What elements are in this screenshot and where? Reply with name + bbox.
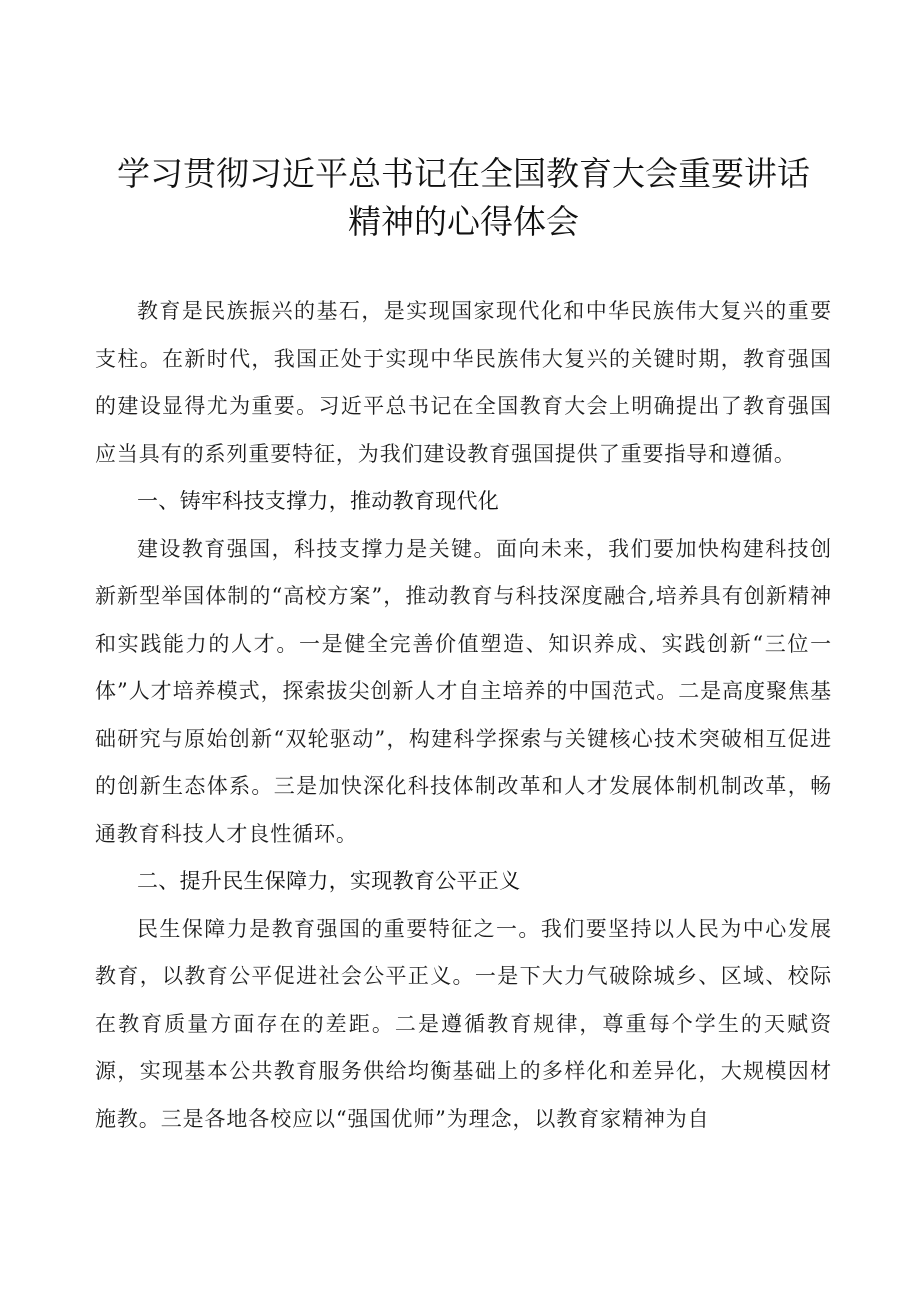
title-line-1: 学习贯彻习近平总书记在全国教育大会重要讲话: [117, 154, 810, 193]
document-title: [95, 150, 832, 246]
document-body: [95, 288, 832, 1143]
title-line-2: 精神的心得体会: [348, 202, 579, 241]
section-paragraph-2: 民生保障力是教育强国的重要特征之一。我们要坚持以人民为中心发展教育，以教育公平促进社会公平正义。一是下大力气破除城乡、区域、校际在教育质量方面存在的差距。二是遵循教育规律，尊重每个学生的天赋资源，实现基本公共教育服务供给均衡基础上的多样化和差异化，大规模因材施教。三是各地各校应以“强国优师”为理念，以教育家精神为自: [95, 916, 832, 1131]
section-heading-1: 一、铸牢科技支撑力，推动教育现代化: [137, 489, 500, 513]
section-paragraph-1: 建设教育强国，科技支撑力是关键。面向未来，我们要加快构建科技创新新型举国体制的“高校方案”，推动教育与科技深度融合,培养具有创新精神和实践能力的人才。一是健全完善价值塑造、知识养成、实践创新“三位一体”人才培养模式，探索拔尖创新人才自主培养的中国范式。二是高度聚焦基础研究与原始创新“双轮驱动”，构建科学探索与关键核心技术突破相互促进的创新生态体系。三是加快深化科技体制改革和人才发展体制机制改革，畅通教育科技人才良性循环。: [95, 536, 832, 846]
intro-paragraph: 教育是民族振兴的基石，是实现国家现代化和中华民族伟大复兴的重要支柱。在新时代，我国正处于实现中华民族伟大复兴的关键时期，教育强国的建设显得尤为重要。习近平总书记在全国教育大会上明确提出了教育强国应当具有的系列重要特征，为我们建设教育强国提供了重要指导和遵循。: [95, 299, 832, 466]
section-heading-2: 二、提升民生保障力，实现教育公平正义: [137, 869, 521, 893]
